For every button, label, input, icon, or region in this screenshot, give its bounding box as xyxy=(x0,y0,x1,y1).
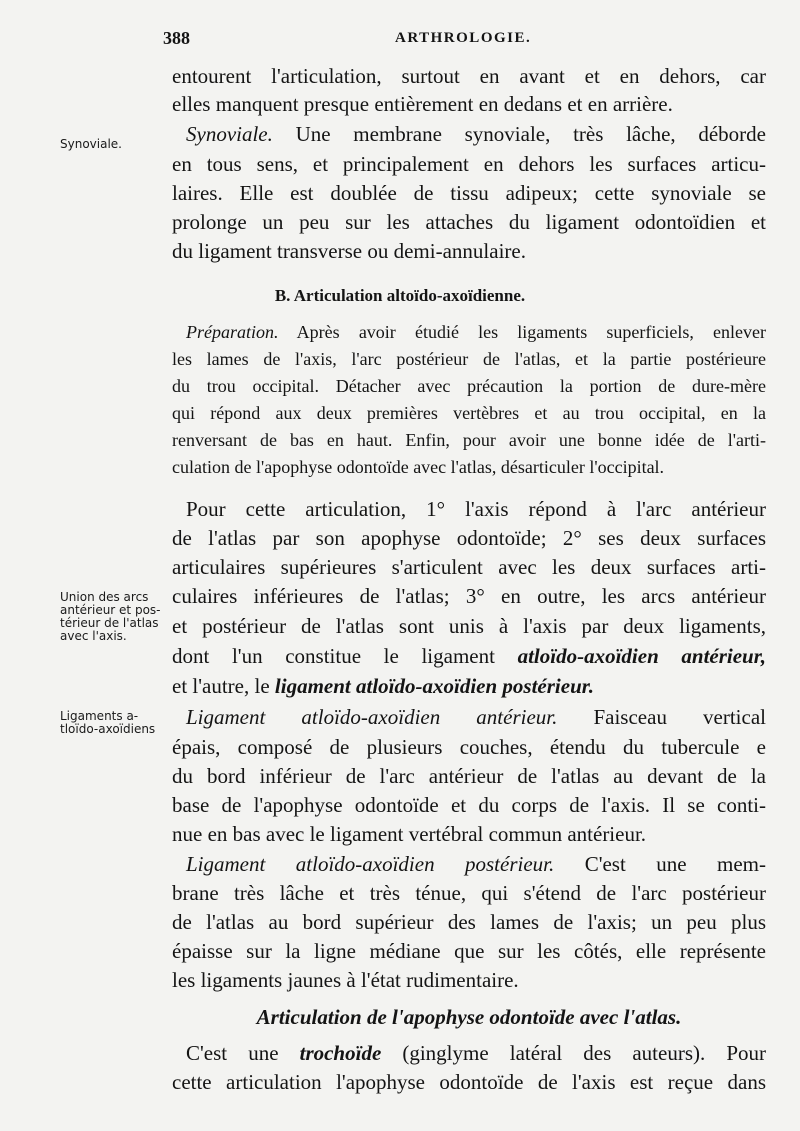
body-line: épais, composé de plusieurs couches, étendu du tubercule e xyxy=(172,735,766,759)
term-preparation: Préparation. xyxy=(186,322,279,342)
body-line: les ligaments jaunes à l'état rudimentaire. xyxy=(172,968,519,992)
subsection-heading: Articulation de l'apophyse odontoïde avec l'atlas. xyxy=(256,1005,682,1029)
body-line: en tous sens, et principalement en dehors les surfaces articu- xyxy=(172,152,766,176)
body-text: C'est une xyxy=(186,1041,300,1065)
term-ligament-anterieur: atloïdo-axoïdien antérieur, xyxy=(517,644,766,668)
body-line: laires. Elle est doublée de tissu adipeux; cette synoviale se xyxy=(172,181,766,205)
body-line: cette articulation l'apophyse odontoïde de l'axis est reçue dans xyxy=(172,1070,766,1094)
body-line: nue en bas avec le ligament vertébral commun antérieur. xyxy=(172,822,647,846)
margin-note-line: avec l'axis. xyxy=(60,629,127,643)
term-ligament-anterieur-heading: Ligament atloïdo-axoïdien antérieur. xyxy=(186,705,558,729)
body-text: (ginglyme latéral des auteurs). Pour xyxy=(381,1041,766,1065)
body-text: Une membrane synoviale, très lâche, déborde xyxy=(272,122,766,146)
margin-note-line: térieur de l'atlas xyxy=(60,616,159,630)
body-line: les lames de l'axis, l'arc postérieur de l'atlas, et la partie postérieure xyxy=(172,349,766,369)
section-heading: B. Articulation altoïdo-axoïdienne. xyxy=(274,286,526,305)
body-line: de l'atlas par son apophyse odontoïde; 2° ses deux surfaces xyxy=(172,526,766,550)
bleed-through-text: ⠀ xyxy=(280,33,291,49)
body-line xyxy=(172,120,766,148)
term-ligament-posterieur-heading: Ligament atloïdo-axoïdien postérieur. xyxy=(186,852,555,876)
body-line: prolonge un peu sur les attaches du ligament odontoïdien et xyxy=(172,210,766,234)
body-line: épaisse sur la ligne médiane que sur les côtés, elle représente xyxy=(172,939,766,963)
term-trochoide: trochoïde xyxy=(299,1041,382,1065)
margin-note-synoviale: Synoviale. xyxy=(60,137,122,151)
body-line xyxy=(172,495,766,523)
page-number: 388 xyxy=(163,28,190,48)
body-line xyxy=(172,642,766,670)
body-text: Faisceau vertical xyxy=(557,705,766,729)
body-line: du trou occipital. Détacher avec précaution la portion de dure-mère xyxy=(172,376,766,396)
body-line: du bord inférieur de l'arc antérieur de l'atlas au devant de la xyxy=(172,764,766,788)
body-line: de l'atlas au bord supérieur des lames de l'axis; un peu plus xyxy=(172,910,766,934)
body-line: entourent l'articulation, surtout en avant et en dehors, car xyxy=(172,64,766,88)
body-line: brane très lâche et très ténue, qui s'étend de l'arc postérieur xyxy=(172,881,766,905)
term-synoviale: Synoviale. xyxy=(186,122,273,146)
margin-note-line: tloïdo-axoïdiens xyxy=(60,722,156,736)
margin-note-union xyxy=(60,591,170,643)
page-header xyxy=(0,28,800,52)
margin-note-line: Ligaments a- xyxy=(60,709,139,723)
body-line xyxy=(172,318,766,346)
body-text: Pour cette articulation, 1° l'axis répond à l'arc antérieur xyxy=(186,497,766,521)
body-line: base de l'apophyse odontoïde et du corps de l'axis. Il se conti- xyxy=(172,793,766,817)
body-line: et postérieur de l'atlas sont unis à l'axis par deux ligaments, xyxy=(172,614,766,638)
body-line: qui répond aux deux premières vertèbres et au trou occipital, en la xyxy=(172,403,766,423)
body-line xyxy=(172,1039,766,1067)
running-head: ARTHROLOGIE. xyxy=(395,30,532,46)
body-line: du ligament transverse ou demi-annulaire. xyxy=(172,239,526,263)
body-line: culaires inférieures de l'atlas; 3° en outre, les arcs antérieur xyxy=(172,584,766,608)
body-text: Après avoir étudié les ligaments superficiels, enlever xyxy=(278,322,766,342)
body-line xyxy=(172,703,766,731)
margin-note-line: antérieur et pos- xyxy=(60,603,161,617)
body-text: dont l'un constitue le ligament xyxy=(172,644,518,668)
body-line xyxy=(172,672,766,700)
body-line xyxy=(172,850,766,878)
margin-note-line: Union des arcs xyxy=(60,590,149,604)
body-line: renversant de bas en haut. Enfin, pour avoir une bonne idée de l'arti- xyxy=(172,430,766,450)
body-text: et l'autre, le xyxy=(172,674,275,698)
body-line: articulaires supérieures s'articulent avec les deux surfaces arti- xyxy=(172,555,766,579)
body-text: C'est une mem- xyxy=(554,852,766,876)
margin-note-ligaments xyxy=(60,710,170,736)
body-line: culation de l'apophyse odontoïde avec l'atlas, désarticuler l'occipital. xyxy=(172,457,665,477)
term-ligament-posterieur: ligament atloïdo-axoïdien postérieur. xyxy=(274,674,595,698)
body-line: elles manquent presque entièrement en dedans et en arrière. xyxy=(172,92,673,116)
